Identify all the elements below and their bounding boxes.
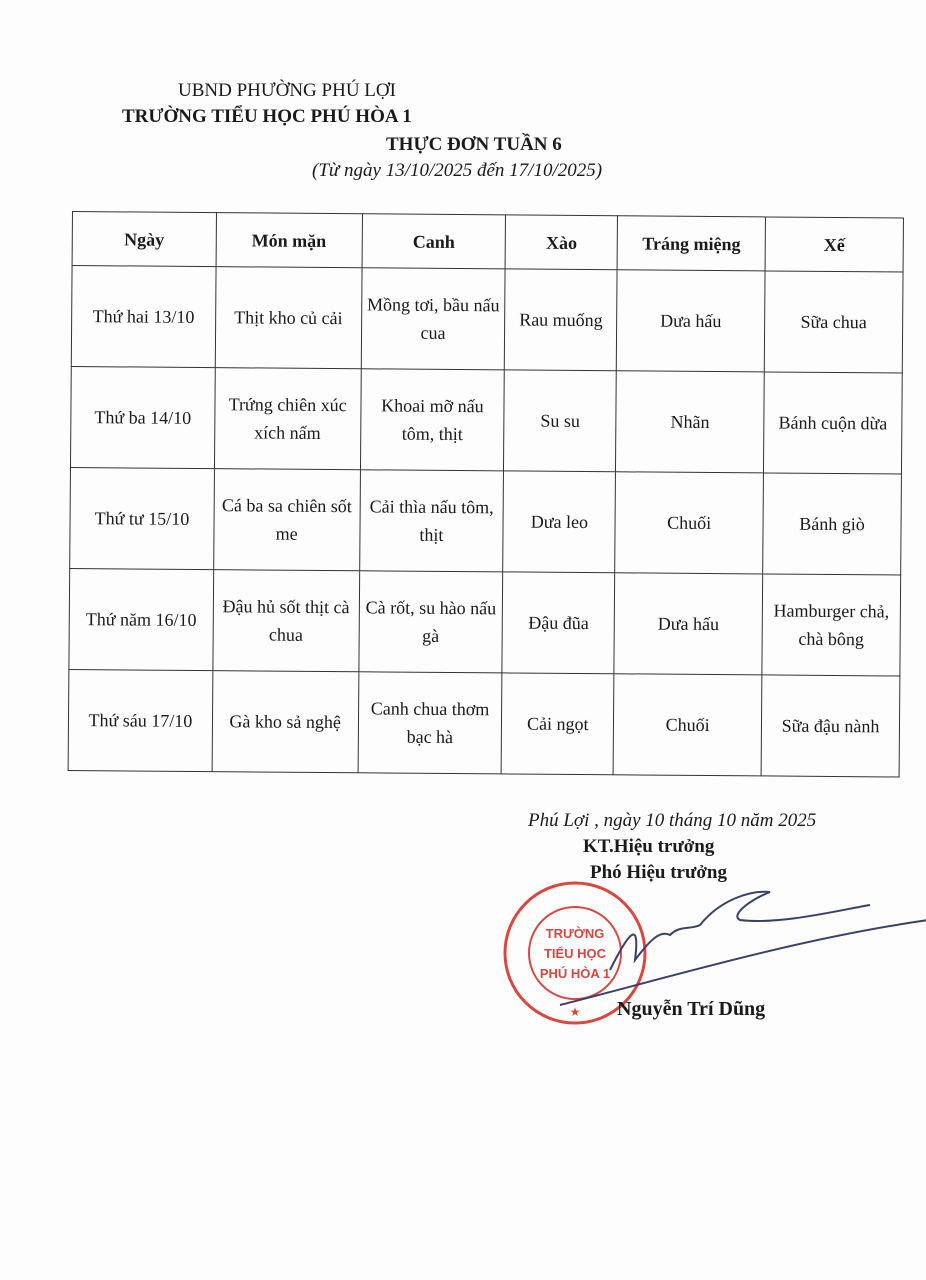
on-behalf-label: KT.Hiệu trưởng	[583, 836, 715, 857]
cell-trang-mieng: Dưa hấu	[617, 270, 766, 372]
signer-name: Nguyễn Trí Dũng	[617, 998, 766, 1020]
table-header-row	[72, 212, 903, 273]
table-row	[70, 366, 902, 474]
cell-xe: Sữa chua	[764, 271, 903, 373]
cell-xao: Rau muống	[505, 269, 618, 371]
school-name: TRƯỜNG TIỂU HỌC PHÚ HÒA 1	[122, 106, 412, 127]
column-header: Món mặn	[216, 213, 362, 268]
table-row	[69, 568, 901, 676]
cell-xe: Sữa đậu nành	[761, 675, 900, 777]
cell-trang-mieng: Dưa hấu	[614, 573, 763, 675]
table-row	[71, 266, 903, 374]
cell-trang-mieng: Chuối	[613, 674, 762, 776]
cell-xao: Đậu đũa	[502, 572, 615, 674]
svg-text:TIỂU HỌC: TIỂU HỌC	[543, 946, 607, 961]
cell-canh: Cải thìa nấu tôm, thịt	[359, 470, 504, 572]
column-header: Xế	[765, 217, 903, 272]
cell-day: Thứ hai 13/10	[71, 266, 216, 368]
cell-xao: Cải ngọt	[501, 673, 614, 775]
cell-xao: Dưa leo	[503, 471, 616, 573]
cell-canh: Khoai mỡ nấu tôm, thịt	[360, 369, 505, 471]
cell-man: Đậu hủ sốt thịt cà chua	[213, 570, 360, 672]
cell-man: Gà kho sả nghệ	[212, 671, 359, 773]
cell-xao: Su su	[504, 370, 617, 472]
cell-trang-mieng: Nhãn	[616, 371, 765, 473]
authority-name: UBND PHƯỜNG PHÚ LỢI	[178, 80, 396, 101]
cell-man: Thịt kho củ cải	[215, 267, 362, 369]
svg-text:PHÚ HÒA 1: PHÚ HÒA 1	[539, 966, 611, 981]
date-range: (Từ ngày 13/10/2025 đến 17/10/2025)	[312, 160, 603, 181]
cell-trang-mieng: Chuối	[615, 472, 764, 574]
cell-man: Trứng chiên xúc xích nấm	[214, 368, 361, 470]
place-date: Phú Lợi , ngày 10 tháng 10 năm 2025	[528, 810, 817, 831]
column-header: Xào	[505, 215, 617, 270]
table-row	[70, 467, 902, 575]
signer-position: Phó Hiệu trưởng	[590, 862, 727, 883]
cell-day: Thứ năm 16/10	[69, 568, 214, 670]
table-row	[68, 669, 900, 777]
document-title: THỰC ĐƠN TUẦN 6	[386, 134, 562, 155]
column-header: Tráng miệng	[617, 216, 765, 271]
column-header: Canh	[362, 214, 506, 269]
cell-day: Thứ sáu 17/10	[68, 669, 213, 771]
cell-man: Cá ba sa chiên sốt me	[213, 469, 360, 571]
menu-table	[68, 211, 904, 778]
cell-day: Thứ tư 15/10	[70, 467, 215, 569]
cell-canh: Mồng tơi, bầu nấu cua	[361, 268, 506, 370]
svg-text:TRƯỜNG: TRƯỜNG	[545, 926, 605, 941]
cell-xe: Bánh cuộn dừa	[764, 372, 903, 474]
cell-xe: Bánh giò	[763, 473, 902, 575]
cell-canh: Canh chua thơm bạc hà	[358, 672, 503, 774]
column-header: Ngày	[72, 212, 216, 267]
cell-canh: Cà rốt, su hào nấu gà	[358, 571, 503, 673]
cell-day: Thứ ba 14/10	[70, 366, 215, 468]
svg-text:★: ★	[569, 1005, 581, 1019]
cell-xe: Hamburger chả, chà bông	[762, 574, 901, 676]
